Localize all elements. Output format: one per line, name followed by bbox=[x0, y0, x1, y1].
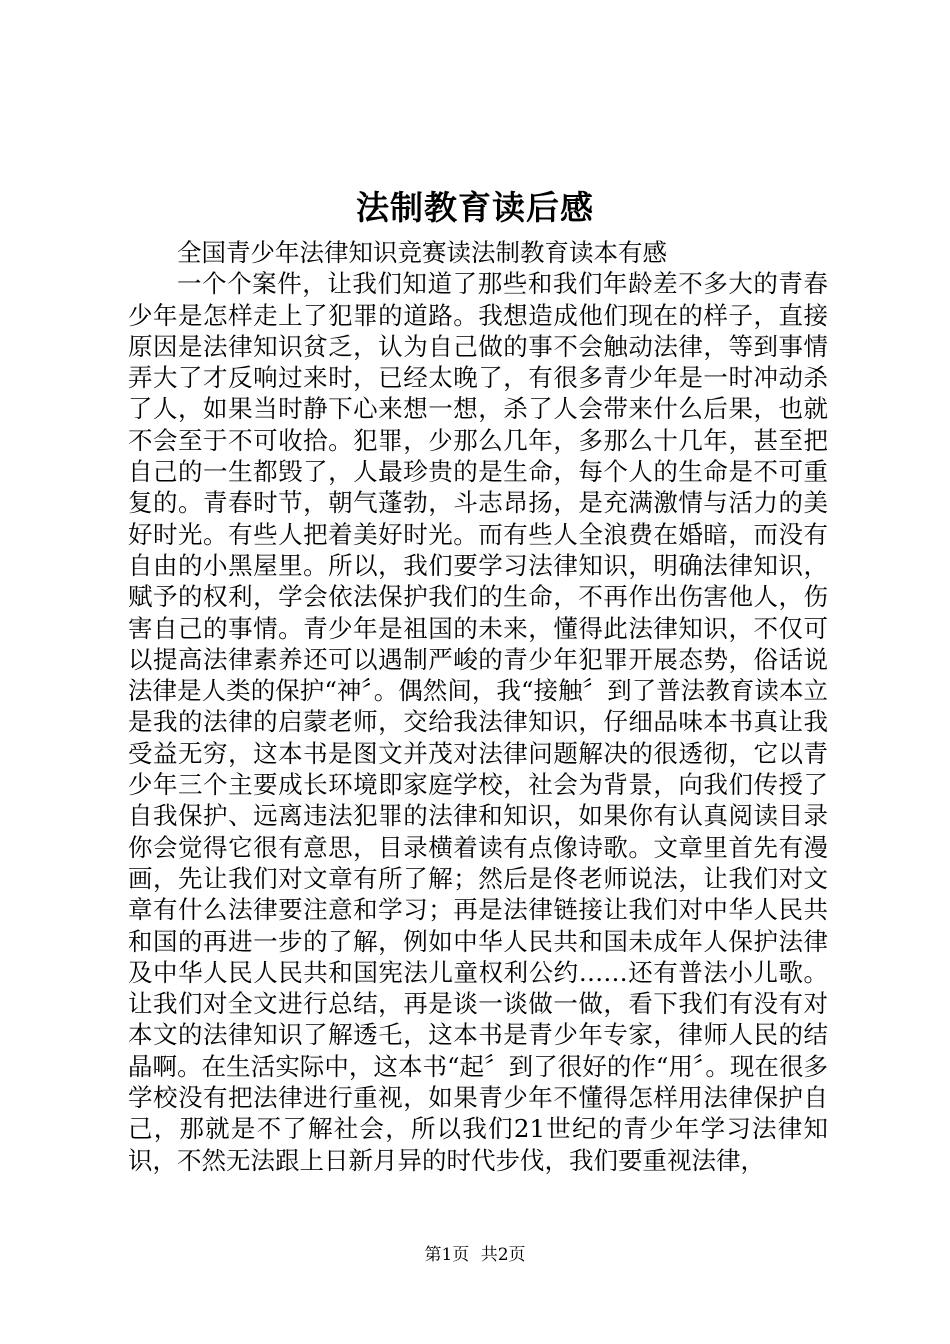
document-title: 法制教育读后感 bbox=[356, 188, 594, 227]
document-body bbox=[128, 237, 828, 1176]
page-number-total: 共2页 bbox=[480, 1245, 526, 1265]
document-subtitle: 全国青少年法律知识竞赛读法制教育读本有感 bbox=[177, 238, 667, 267]
page-number-current: 第1页 bbox=[424, 1245, 470, 1265]
page-footer bbox=[0, 1244, 950, 1266]
body-paragraph: 一个个案件，让我们知道了那些和我们年龄差不多大的青春少年是怎样走上了犯罪的道路。我想造成他们现在的样子，直接原因是法律知识贫乏，认为自己做的事不会触动法律，等到事情弄大了才反响过来时，已经太晚了，有很多青少年是一时冲动杀了人，如果当时静下心来想一想，杀了人会带来什么后果，也就不会至于不可收拾。犯罪，少那么几年，多那么十几年，甚至把自己的一生都毁了，人最珍贵的是生命，每个人的生命是不可重复的。青春时节，朝气蓬勃，斗志昂扬，是充满激情与活力的美好时光。有些人把着美好时光。而有些人全浪费在婚暗，而没有自由的小黑屋里。所以，我们要学习法律知识，明确法律知识，赋予的权利，学会依法保护我们的生命，不再作出伤害他人，伤害自己的事情。青少年是祖国的未来，懂得此法律知识，不仅可以提高法律素养还可以遇制严峻的青少年犯罪开展态势，俗话说法律是人类的保护“神〞。偶然间，我“接触〞到了普法教育读本立是我的法律的启蒙老师，交给我法律知识，仔细品味本书真让我受益无穷，这本书是图文并茂对法律问题解决的很透彻，它以青少年三个主要成长环境即家庭学校，社会为背景，向我们传授了自我保护、远离违法犯罪的法律和知识，如果你有认真阅读目录你会觉得它很有意思，目录横着读有点像诗歌。文章里首先有漫画，先让我们对文章有所了解；然后是佟老师说法，让我们对文章有什么法律要注意和学习；再是法律链接让我们对中华人民共和国的再进一步的了解，例如中华人民共和国未成年人保护法律及中华人民人民共和国宪法儿童权利公约……还有普法小儿歌。让我们对全文进行总结，再是谈一谈做一做，看下我们有没有对本文的法律知识了解透乇，这本书是青少年专家，律师人民的结晶啊。在生活实际中，这本书“起〞到了很好的作“用〞。现在很多学校没有把法律进行重视，如果青少年不懂得怎样用法律保护自己，那就是不了解社会，所以我们21世纪的青少年学习法律知识，不然无法跟上日新月异的时代步伐，我们要重视法律， bbox=[128, 269, 828, 1175]
